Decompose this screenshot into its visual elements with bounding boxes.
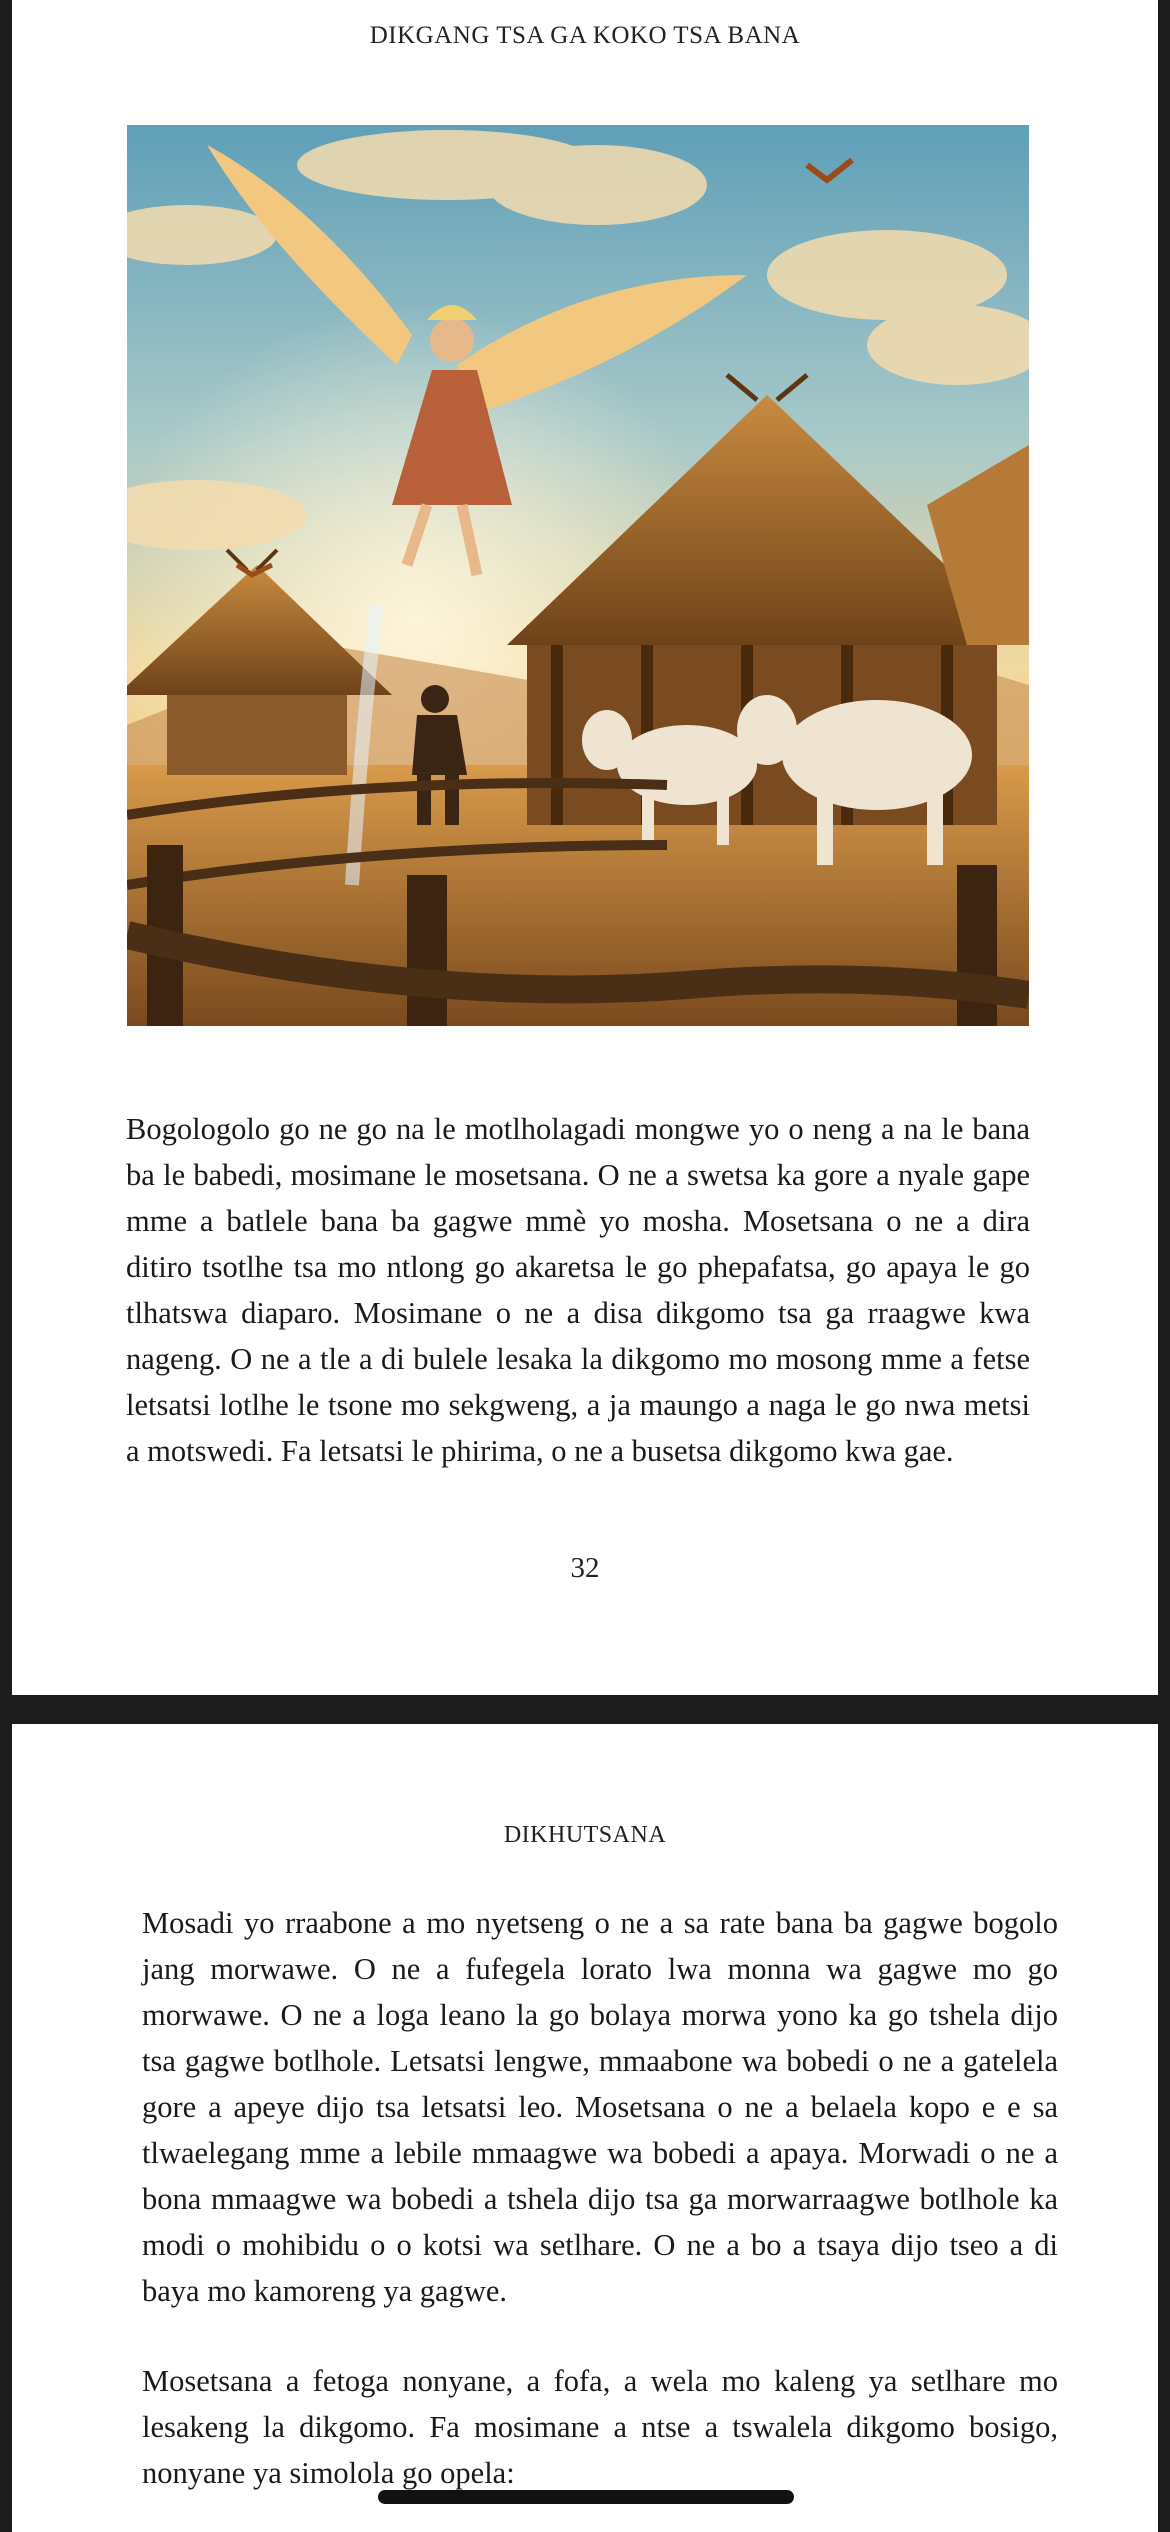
running-head: DIKHUTSANA [503, 1822, 667, 1848]
illustration-image [127, 125, 1029, 1026]
story-illustration [127, 125, 1029, 1026]
paragraph-text: Mosetsana a fetoga nonyane, a fofa, a wela mo kaleng ya setlhare mo lesakeng la dikgomo. Fa mosimane a ntse a tswalela dikgomo bosigo, nonyane ya simolola go opela: [142, 2364, 1058, 2490]
paragraph-text: Mosadi yo rraabone a mo nyetseng o ne a sa rate bana ba gagwe bogolo jang morwawe. O ne a fufegela lorato lwa monna wa gagwe mo go morwawe. O ne a loga leano la go bolaya morwa yono ka go tshela dijo tsa gagwe botlhole. Letsatsi lengwe, mmaabone wa bobedi o ne a gatelela gore a apeye dijo tsa letsatsi leo. Mosetsana o ne a belaela kopo e e sa tlwaelegang mme a lebile mmaagwe wa bobedi a apaya. Morwadi o ne a bona mmaagwe wa bobedi a tshela dijo tsa ga morwarraagwe botlhole ka modi o mohibidu o o kotsi wa setlhare. O ne a bo a tsaya dijo tseo a di baya mo kamoreng ya gagwe. [142, 1906, 1058, 2308]
page-number: 32 [570, 1552, 600, 1584]
running-head: DIKGANG TSA GA KOKO TSA BANA [369, 22, 801, 49]
story-paragraph [126, 1106, 1030, 1474]
book-page-32 [12, 0, 1158, 1695]
home-indicator[interactable] [378, 2490, 794, 2504]
paragraph-text: Bogologolo go ne go na le motlholagadi mongwe yo o neng a na le bana ba le babedi, mosimane le mosetsana. O ne a swetsa ka gore a nyale gape mme a batlele bana ba gagwe mmè yo mosha. Mosetsana o ne a dira ditiro tsotlhe tsa mo ntlong go akaretsa le go phepafatsa, go apaya le go tlhatswa diaparo. Mosimane o ne a disa dikgomo tsa ga rraagwe kwa nageng. O ne a tle a di bulele lesaka la dikgomo mo mosong mme a fetse letsatsi lotlhe le tsone mo sekgweng, a ja maungo a naga le go nwa metsi a motswedi. Fa letsatsi le phirima, o ne a busetsa dikgomo kwa gae. [126, 1112, 1030, 1468]
story-text [142, 1900, 1058, 2496]
book-page-next [12, 1724, 1158, 2532]
